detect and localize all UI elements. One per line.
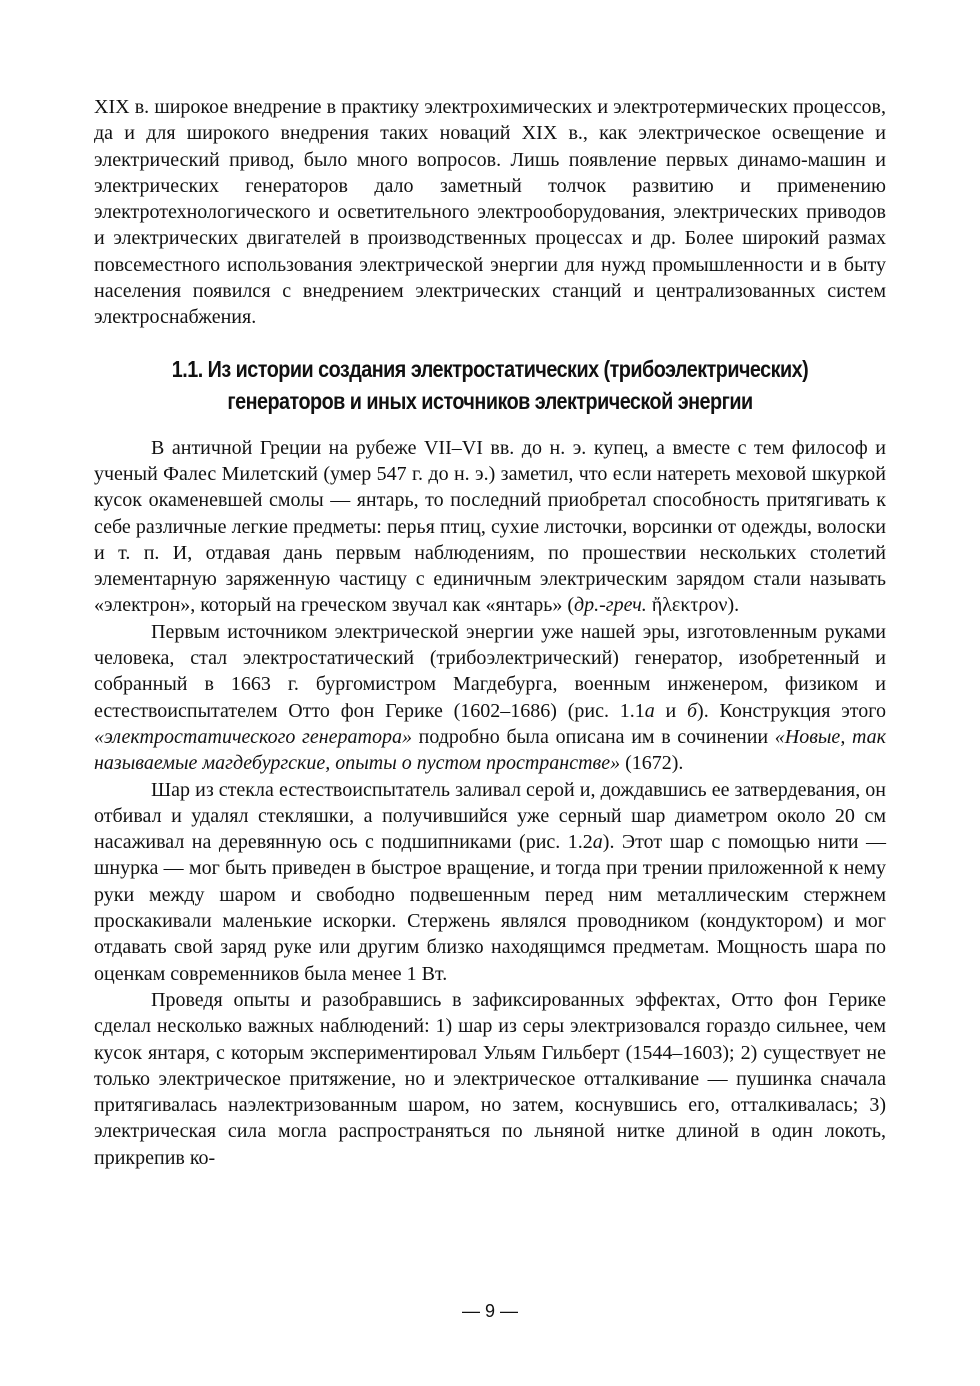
italic-run: а [592,831,603,854]
page-number: — 9 — [461,1301,518,1321]
paragraph-observations: Проведя опыты и разобравшись в зафиксированных эффектах, Отто фон Герике сделал несколько важных наблюдений: 1) шар из серы электризовался гораздо сильнее, чем кусок янтаря, с которым экспериментировал Ульям Гильберт (1544–1603); 2) существует не только электрическое притяжение, но и электрическое отталкивание — пушинка сначала притягивалась наэлектризованным шаром, но затем, коснувшись его, отталкивалась; 3) электрическая сила могла распространяться по льняной нитке длиной в один локоть, прикрепив ко- [94,988,886,1169]
text-run: подробно была описана им в сочинении [411,725,775,748]
paragraph-guericke [94,619,886,777]
paragraph-sulfur-ball [94,777,886,987]
intro-paragraph: XIX в. широкое внедрение в практику электрохимических и электротермических процессов, да и для широкого внедрения таких новаций XIX в., как электрическое освещение и электрический привод, было много вопросов. Лишь появление первых динамо-машин и электрических генераторов дало заметный толчок развитию и применению электротехнологического и осветительного электрооборудования, электрических приводов и электрических двигателей в производственных процессах и др. Более широкий размах повсеместного использования электрической энергии для нужд промышленности и в быту населения появился с внедрением электрических станций и централизованных систем электроснабжения. [94,96,886,329]
text-run: В античной Греции на рубеже VII–VI вв. до н. э. купец, а вместе с тем философ и ученый Фалес Милетский (умер 547 г. до н. э.) заметил, что если натереть меховой шкуркой кусок окаменевшей смолы — янтарь, то последний приобретал способность притягивать к себе различные легкие предметы: перья птиц, сухие листочки, ворсинки от одежды, волоски и т. п. И, отдавая дань первым наблюдениям, по прошествии нескольких столетий элементарную заряженную частицу с единичным электрическим зарядом стали называть «электрон», который на греческом звучал как «янтарь» ( [94,436,886,617]
section-heading-line1: 1.1. Из истории создания электростатических (трибоэлектрических) [171,355,809,382]
text-run: Шар из стекла естествоиспытатель заливал серой и, дождавшись ее затвердевания, он отбивал и удалял стекляшки, а получившийся уже серный шар диаметром около 20 см насаживал на деревянную ось с подшипниками (рис. 1.2 [94,778,886,854]
text-run: и [654,699,687,722]
text-run: ). Этот шар с помощью нити — шнурка — мог быть приведен в быстрое вращение, и тогда при трении приложенной к нему руки между шаром и свободно подвешенным перед ним металлическим стержнем проскакивали маленькие искорки. Стержень являлся проводником (кондуктором) и мог отдавать свой заряд руке или другим близко находящимся предметам. Мощность шара по оценкам современников была менее 1 Вт. [94,831,886,985]
section-heading [149,353,830,417]
italic-run: а [644,699,655,722]
italic-run: «Новые, так называемые магдебургские, опыты о пустом пространстве» [94,725,887,775]
text-run: Первым источником электрической энергии уже нашей эры, изготовленным руками человека, стал электростатический (трибоэлектрический) генератор, изобретенный и собранный в 1663 г. бургомистром Магдебурга, военным инженером, физиком и естествоиспытателем Отто фон Герике (1602–1686) (рис. 1.1 [94,620,886,722]
italic-run: «электростатического генератора» [94,725,412,748]
page-body [94,94,886,1171]
text-run: ἤλεκτρον). [646,594,740,617]
italic-run: др.-греч. [574,594,647,617]
paragraph-thales [94,435,886,619]
italic-run: б [686,699,698,722]
section-heading-line2: генераторов и иных источников электрической энергии [227,387,753,414]
text-run: ). Конструкция этого [697,699,886,722]
text-run: (1672). [620,752,684,775]
